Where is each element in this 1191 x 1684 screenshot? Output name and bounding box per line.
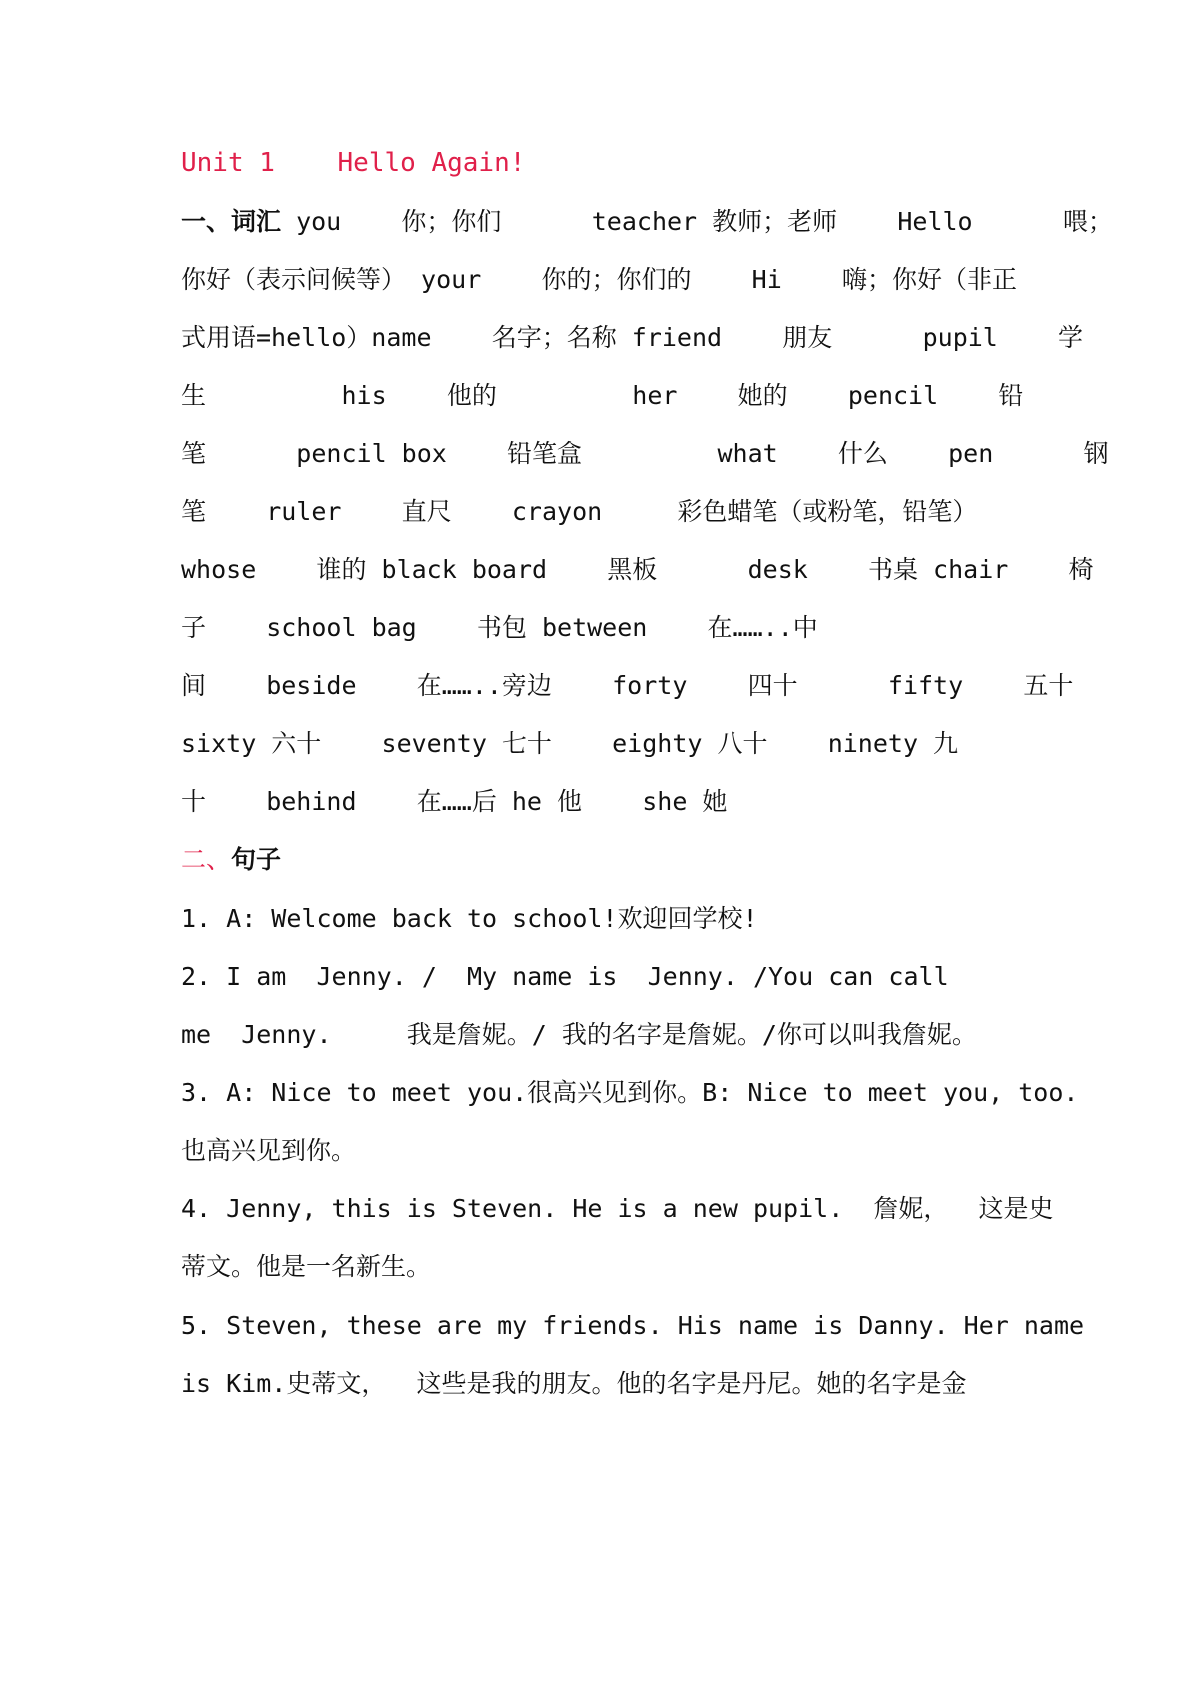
vocab-heading: 一、词汇 — [181, 207, 282, 236]
vocab-line: 十 behind 在……后 he 他 she 她 — [181, 787, 728, 816]
sentence-line: 2. I am Jenny. / My name is Jenny. /You can call — [181, 962, 949, 991]
sentence-line: 5. Steven, these are my friends. His name is Danny. Her name — [181, 1311, 1085, 1340]
vocab-line: sixty 六十 seventy 七十 eighty 八十 ninety 九 — [181, 729, 959, 758]
sentence-line: 1. A: Welcome back to school!欢迎回学校! — [181, 904, 758, 933]
vocab-line: 笔 pencil box 铅笔盒 what 什么 pen 钢 — [181, 439, 1109, 468]
sentences-heading — [181, 845, 281, 875]
vocab-line — [181, 207, 1113, 237]
sentence-line: 4. Jenny, this is Steven. He is a new pupil. 詹妮， 这是史 — [181, 1194, 1054, 1223]
sentence-line: 蒂文。他是一名新生。 — [181, 1252, 432, 1281]
sentences-heading-number: 二、 — [181, 845, 232, 874]
vocab-line: whose 谁的 black board 黑板 desk 书桌 chair 椅 — [181, 555, 1094, 584]
vocab-line: 间 beside 在……..旁边 forty 四十 fifty 五十 — [181, 671, 1074, 700]
sentence-line: is Kim.史蒂文， 这些是我的朋友。他的名字是丹尼。她的名字是金 — [181, 1369, 967, 1398]
sentences-heading-text: 句子 — [231, 845, 282, 874]
vocab-line: 笔 ruler 直尺 crayon 彩色蜡笔（或粉笔，铅笔） — [181, 497, 978, 526]
sentence-line: 3. A: Nice to meet you.很高兴见到你。B: Nice to meet you, too. — [181, 1078, 1079, 1107]
sentence-line: me Jenny. 我是詹妮。/ 我的名字是詹妮。/你可以叫我詹妮。 — [181, 1020, 977, 1049]
vocab-line: 生 his 他的 her 她的 pencil 铅 — [181, 381, 1024, 410]
vocab-text: you 你；你们 teacher 教师；老师 Hello 喂； — [281, 207, 1113, 236]
vocab-line: 你好（表示问候等） your 你的；你们的 Hi 嗨；你好（非正 — [181, 265, 1017, 294]
vocab-line: 子 school bag 书包 between 在……..中 — [181, 613, 818, 642]
sentence-line: 也高兴见到你。 — [181, 1136, 357, 1165]
vocab-line: 式用语=hello）name 名字；名称 friend 朋友 pupil 学 — [181, 323, 1084, 352]
unit-title: Unit 1 Hello Again! — [181, 148, 526, 178]
